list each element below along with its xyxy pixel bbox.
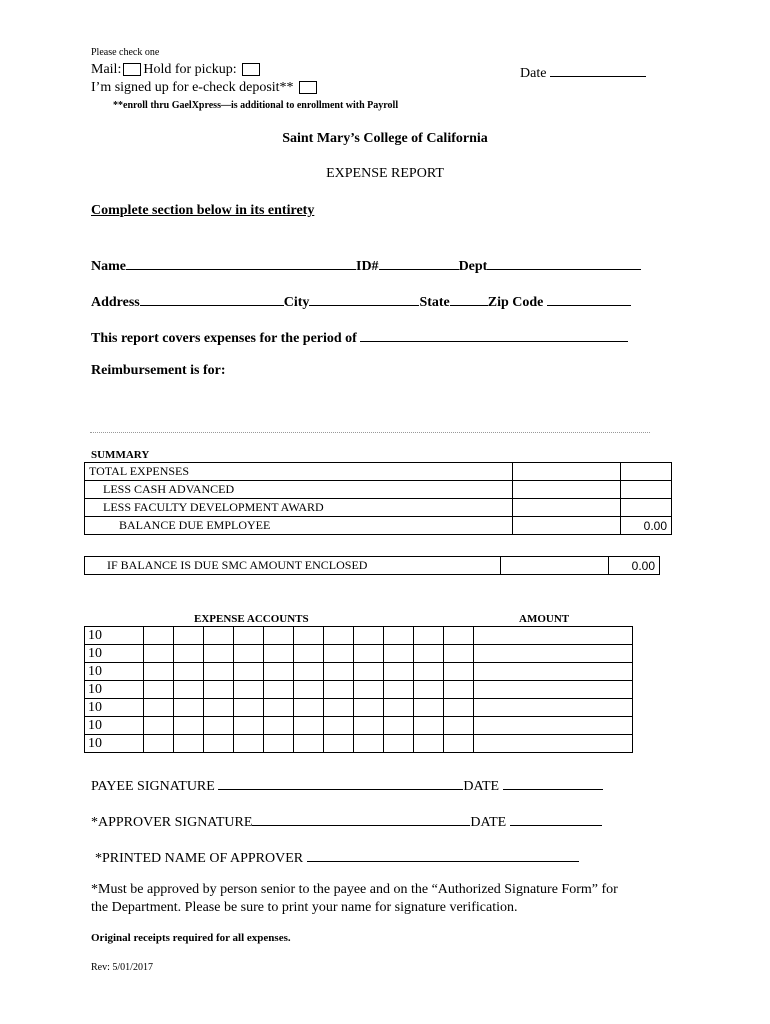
account-digit-cell[interactable]	[204, 699, 234, 717]
account-digit-cell[interactable]	[264, 645, 294, 663]
approver-signature-label: *APPROVER SIGNATURE	[91, 815, 253, 830]
account-digit-cell[interactable]	[174, 735, 204, 753]
account-digit-cell[interactable]	[324, 717, 354, 735]
approver-date-label: DATE	[470, 815, 507, 830]
address-label: Address	[91, 295, 140, 310]
payee-date-label: DATE	[463, 779, 500, 794]
account-digit-cell[interactable]	[414, 717, 444, 735]
table-row	[85, 663, 633, 681]
table-row	[85, 645, 633, 663]
account-digit-cell[interactable]	[444, 645, 474, 663]
account-digit-cell[interactable]	[174, 681, 204, 699]
period-row	[91, 327, 628, 347]
mail-label: Mail:	[91, 62, 122, 77]
if-balance-label: IF BALANCE IS DUE SMC AMOUNT ENCLOSED	[85, 557, 501, 575]
report-title: EXPENSE REPORT	[326, 166, 444, 181]
account-digit-cell[interactable]	[294, 663, 324, 681]
account-digit-cell[interactable]	[384, 699, 414, 717]
account-digit-cell[interactable]	[234, 627, 264, 645]
printed-name-row	[95, 847, 579, 867]
payee-signature-label: PAYEE SIGNATURE	[91, 779, 215, 794]
account-digit-cell[interactable]	[354, 627, 384, 645]
account-digit-cell[interactable]	[444, 681, 474, 699]
account-digit-cell[interactable]	[144, 699, 174, 717]
account-code: 10	[85, 645, 144, 663]
account-digit-cell[interactable]	[354, 645, 384, 663]
account-digit-cell[interactable]	[354, 699, 384, 717]
account-digit-cell[interactable]	[174, 645, 204, 663]
account-digit-cell[interactable]	[144, 681, 174, 699]
account-digit-cell[interactable]	[204, 735, 234, 753]
account-digit-cell[interactable]	[234, 735, 264, 753]
reimbursement-label: Reimbursement is for:	[91, 363, 226, 378]
printed-name-input[interactable]	[307, 847, 579, 862]
account-code: 10	[85, 681, 144, 699]
account-amount-cell[interactable]	[474, 645, 633, 663]
account-digit-cell[interactable]	[294, 699, 324, 717]
account-amount-cell[interactable]	[474, 681, 633, 699]
dept-input[interactable]	[487, 255, 641, 270]
dept-label: Dept	[458, 259, 488, 274]
account-digit-cell[interactable]	[384, 645, 414, 663]
payee-signature-row	[91, 775, 603, 795]
account-digit-cell[interactable]	[264, 717, 294, 735]
summary-row-cash	[85, 481, 672, 499]
less-award-cell[interactable]	[513, 499, 621, 517]
less-cash-label: LESS CASH ADVANCED	[85, 481, 513, 499]
account-digit-cell[interactable]	[354, 681, 384, 699]
zip-label: Zip Code	[487, 295, 544, 310]
account-digit-cell[interactable]	[174, 627, 204, 645]
date-field	[520, 62, 646, 82]
account-amount-cell[interactable]	[474, 717, 633, 735]
if-balance-amount: 0.00	[609, 557, 660, 575]
account-digit-cell[interactable]	[234, 699, 264, 717]
account-digit-cell[interactable]	[444, 699, 474, 717]
account-digit-cell[interactable]	[294, 645, 324, 663]
account-digit-cell[interactable]	[294, 735, 324, 753]
receipts-note: Original receipts required for all expenses.	[91, 932, 291, 944]
period-input[interactable]	[360, 327, 628, 342]
account-amount-cell[interactable]	[474, 627, 633, 645]
account-digit-cell[interactable]	[174, 663, 204, 681]
account-digit-cell[interactable]	[204, 681, 234, 699]
account-digit-cell[interactable]	[444, 735, 474, 753]
account-digit-cell[interactable]	[324, 627, 354, 645]
enclosed-table	[84, 556, 660, 575]
account-digit-cell[interactable]	[384, 735, 414, 753]
account-code: 10	[85, 735, 144, 753]
account-digit-cell[interactable]	[414, 627, 444, 645]
total-expenses-cell[interactable]	[513, 463, 621, 481]
state-input[interactable]	[450, 291, 488, 306]
address-row	[91, 291, 631, 311]
account-amount-cell[interactable]	[474, 663, 633, 681]
account-digit-cell[interactable]	[384, 663, 414, 681]
account-digit-cell[interactable]	[414, 735, 444, 753]
id-input[interactable]	[379, 255, 459, 270]
account-digit-cell[interactable]	[444, 717, 474, 735]
revision-note: Rev: 5/01/2017	[91, 962, 153, 973]
summary-row-total	[85, 463, 672, 481]
total-expenses-amount[interactable]	[621, 463, 672, 481]
account-code: 10	[85, 717, 144, 735]
account-digit-cell[interactable]	[234, 681, 264, 699]
account-digit-cell[interactable]	[144, 645, 174, 663]
account-digit-cell[interactable]	[354, 735, 384, 753]
approver-signature-input[interactable]	[252, 811, 470, 826]
account-digit-cell[interactable]	[234, 645, 264, 663]
account-digit-cell[interactable]	[324, 663, 354, 681]
account-digit-cell[interactable]	[234, 717, 264, 735]
account-digit-cell[interactable]	[294, 717, 324, 735]
delivery-options	[91, 62, 262, 78]
account-digit-cell[interactable]	[294, 681, 324, 699]
account-digit-cell[interactable]	[174, 699, 204, 717]
echeck-checkbox[interactable]	[299, 81, 317, 94]
approver-signature-row	[91, 811, 602, 831]
summary-title: SUMMARY	[91, 449, 150, 461]
account-digit-cell[interactable]	[384, 681, 414, 699]
account-code: 10	[85, 627, 144, 645]
account-digit-cell[interactable]	[384, 717, 414, 735]
account-digit-cell[interactable]	[414, 663, 444, 681]
payee-signature-input[interactable]	[218, 775, 463, 790]
if-balance-cell[interactable]	[501, 557, 609, 575]
account-digit-cell[interactable]	[444, 663, 474, 681]
enroll-note: **enroll thru GaelXpress—is additional to enrollment with Payroll	[113, 100, 399, 111]
account-digit-cell[interactable]	[174, 717, 204, 735]
summary-table	[84, 462, 672, 535]
zip-input[interactable]	[547, 291, 631, 306]
account-digit-cell[interactable]	[324, 735, 354, 753]
table-row	[85, 627, 633, 645]
complete-note: Complete section below in its entirety	[91, 203, 315, 218]
account-digit-cell[interactable]	[144, 735, 174, 753]
approval-note-line-1: *Must be approved by person senior to the payee and on the “Authorized Signature Form” for	[91, 882, 618, 897]
account-digit-cell[interactable]	[204, 627, 234, 645]
state-label: State	[419, 295, 450, 310]
account-digit-cell[interactable]	[354, 663, 384, 681]
account-digit-cell[interactable]	[144, 717, 174, 735]
approval-note-line-2: the Department. Please be sure to print your name for signature verification.	[91, 900, 518, 915]
reimbursement-input[interactable]	[90, 394, 650, 433]
account-digit-cell[interactable]	[294, 627, 324, 645]
balance-due-amount: 0.00	[621, 517, 672, 535]
balance-due-cell[interactable]	[513, 517, 621, 535]
account-code: 10	[85, 699, 144, 717]
id-label: ID#	[356, 259, 379, 274]
city-input[interactable]	[309, 291, 419, 306]
less-cash-cell[interactable]	[513, 481, 621, 499]
address-input[interactable]	[140, 291, 284, 306]
table-row	[85, 717, 633, 735]
account-digit-cell[interactable]	[144, 627, 174, 645]
account-digit-cell[interactable]	[204, 645, 234, 663]
table-row	[85, 735, 633, 753]
mail-checkbox[interactable]	[123, 63, 141, 76]
balance-due-label: BALANCE DUE EMPLOYEE	[85, 517, 513, 535]
account-digit-cell[interactable]	[414, 645, 444, 663]
account-digit-cell[interactable]	[324, 645, 354, 663]
name-label: Name	[91, 259, 126, 274]
summary-row-enclosed	[85, 557, 660, 575]
amount-header: AMOUNT	[519, 613, 570, 625]
less-award-amount[interactable]	[621, 499, 672, 517]
account-digit-cell[interactable]	[324, 699, 354, 717]
date-line[interactable]	[550, 62, 646, 77]
account-amount-cell[interactable]	[474, 699, 633, 717]
city-label: City	[283, 295, 310, 310]
account-digit-cell[interactable]	[234, 663, 264, 681]
echeck-option	[91, 80, 319, 96]
period-label: This report covers expenses for the period of	[91, 331, 357, 346]
account-digit-cell[interactable]	[204, 663, 234, 681]
account-digit-cell[interactable]	[264, 681, 294, 699]
please-check-label: Please check one	[91, 47, 160, 58]
name-input[interactable]	[126, 255, 356, 270]
summary-row-balance	[85, 517, 672, 535]
printed-name-label: *PRINTED NAME OF APPROVER	[95, 851, 304, 866]
account-digit-cell[interactable]	[264, 627, 294, 645]
table-row	[85, 681, 633, 699]
account-digit-cell[interactable]	[384, 627, 414, 645]
account-digit-cell[interactable]	[324, 681, 354, 699]
account-digit-cell[interactable]	[264, 663, 294, 681]
table-row	[85, 699, 633, 717]
account-digit-cell[interactable]	[264, 735, 294, 753]
payee-date-input[interactable]	[503, 775, 603, 790]
account-digit-cell[interactable]	[414, 699, 444, 717]
echeck-label: I’m signed up for e-check deposit**	[91, 80, 294, 95]
summary-row-award	[85, 499, 672, 517]
less-cash-amount[interactable]	[621, 481, 672, 499]
less-award-label: LESS FACULTY DEVELOPMENT AWARD	[85, 499, 513, 517]
account-digit-cell[interactable]	[144, 663, 174, 681]
hold-checkbox[interactable]	[242, 63, 260, 76]
expense-accounts-table	[84, 626, 633, 753]
account-digit-cell[interactable]	[354, 717, 384, 735]
account-digit-cell[interactable]	[264, 699, 294, 717]
hold-label: Hold for pickup:	[143, 62, 237, 77]
account-digit-cell[interactable]	[414, 681, 444, 699]
total-expenses-label: TOTAL EXPENSES	[85, 463, 513, 481]
account-digit-cell[interactable]	[444, 627, 474, 645]
account-amount-cell[interactable]	[474, 735, 633, 753]
account-digit-cell[interactable]	[204, 717, 234, 735]
account-code: 10	[85, 663, 144, 681]
college-title: Saint Mary’s College of California	[282, 131, 488, 146]
name-row	[91, 255, 641, 275]
expense-accounts-header: EXPENSE ACCOUNTS	[194, 613, 309, 625]
date-label: Date	[520, 66, 547, 81]
approver-date-input[interactable]	[510, 811, 602, 826]
